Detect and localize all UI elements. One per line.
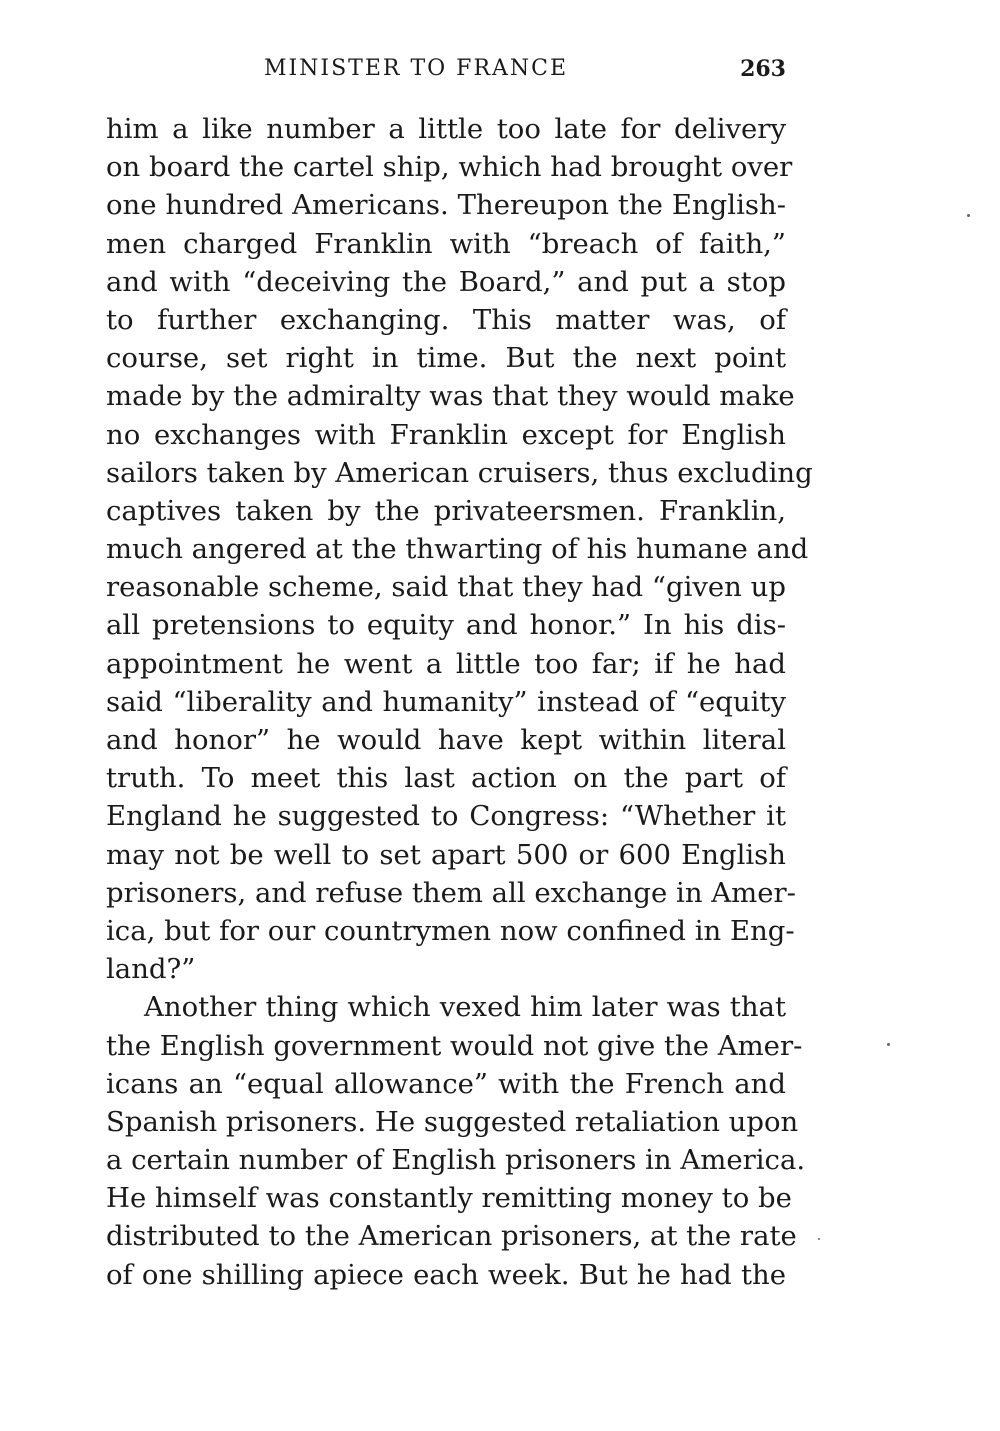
text-line: captives taken by the privateersmen. Franklin, <box>106 494 786 527</box>
text-line: him a like number a little too late for delivery <box>106 113 786 145</box>
text-line: truth. To meet this last action on the part of <box>106 762 786 795</box>
text-line: distributed to the American prisoners, at the rate <box>106 1220 797 1253</box>
scan-speck <box>967 214 970 217</box>
page-number: 263 <box>740 56 786 82</box>
paragraph <box>106 110 813 988</box>
text-line: ica, but for our countrymen now confined in Eng- <box>106 914 795 947</box>
running-title: MINISTER TO FRANCE <box>263 56 569 81</box>
text-line: much angered at the thwarting of his humane and <box>106 533 809 566</box>
text-line: reasonable scheme, said that they had “given up <box>106 571 786 604</box>
text-line: Spanish prisoners. He suggested retaliation upon <box>106 1105 799 1138</box>
text-line: England he suggested to Congress: “Whether it <box>106 800 786 833</box>
scan-speck <box>818 1238 820 1240</box>
text-line: land?” <box>106 953 196 986</box>
text-line: sailors taken by American cruisers, thus excluding <box>106 456 813 489</box>
text-line: one hundred Americans. Thereupon the English- <box>106 189 786 222</box>
scan-speck <box>887 1043 890 1046</box>
text-line: Another thing which vexed him later was that <box>144 991 786 1024</box>
text-line: to further exchanging. This matter was, of <box>106 303 786 336</box>
text-line: said “liberality and humanity” instead of “equity <box>106 685 786 718</box>
text-line: no exchanges with Franklin except for English <box>106 418 786 451</box>
text-line: the English government would not give the Amer- <box>106 1029 803 1062</box>
body-text <box>106 110 813 1294</box>
text-line: appointment he went a little too far; if he had <box>106 647 786 680</box>
text-line: He himself was constantly remitting money to be <box>106 1182 792 1215</box>
paragraph <box>106 988 806 1294</box>
text-line: all pretensions to equity and honor.” In his dis- <box>106 609 786 642</box>
text-line: a certain number of English prisoners in America. <box>106 1144 806 1177</box>
page-header <box>106 56 786 88</box>
text-line: on board the cartel ship, which had brought over <box>106 151 793 184</box>
text-line: prisoners, and refuse them all exchange in Amer- <box>106 876 796 909</box>
text-line: made by the admiralty was that they would make <box>106 380 795 413</box>
text-line: and with “deceiving the Board,” and put a stop <box>106 265 786 298</box>
text-line: of one shilling apiece each week. But he had the <box>106 1258 786 1291</box>
text-line: men charged Franklin with “breach of faith,” <box>106 227 786 260</box>
text-line: and honor” he would have kept within literal <box>106 724 786 756</box>
text-line: icans an “equal allowance” with the French and <box>106 1067 786 1100</box>
text-line: may not be well to set apart 500 or 600 English <box>106 838 786 871</box>
text-line: course, set right in time. But the next point <box>106 342 786 375</box>
